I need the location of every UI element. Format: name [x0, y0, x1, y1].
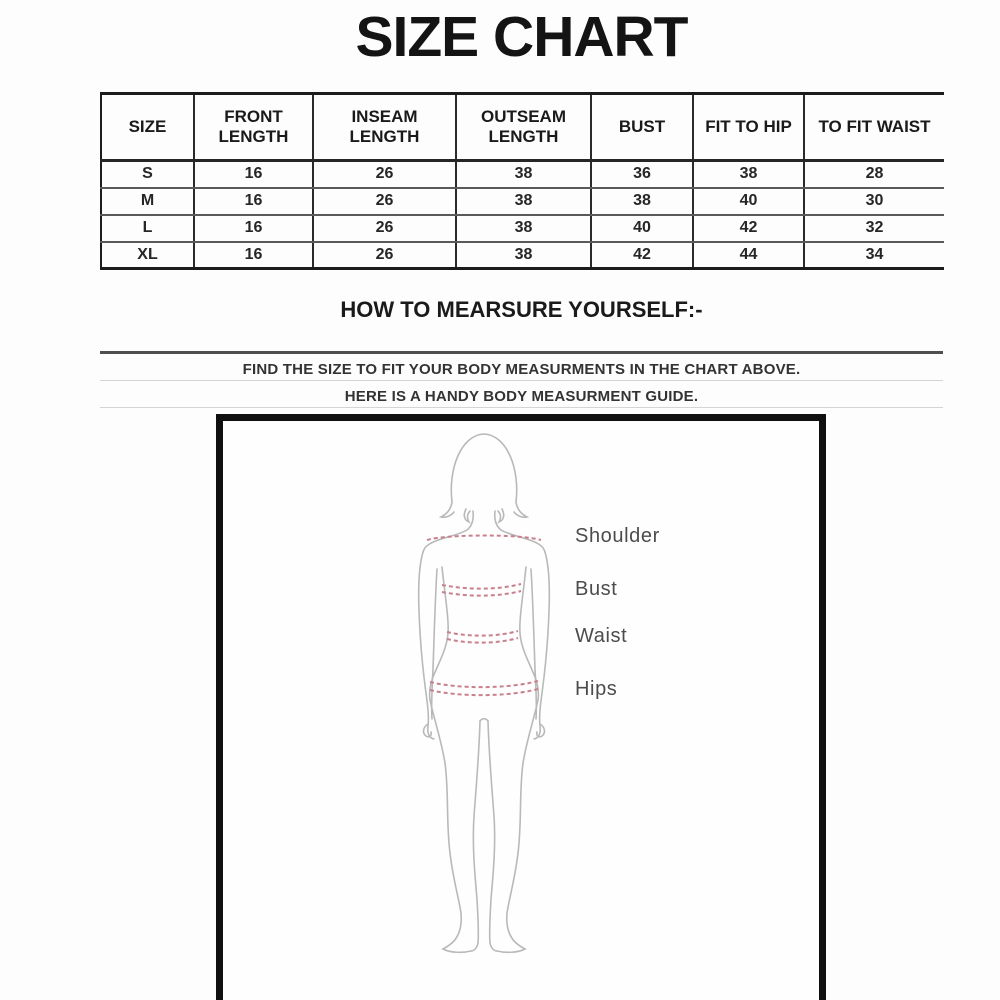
- body-figure-illustration: [223, 421, 819, 1000]
- table-cell: 26: [313, 215, 456, 242]
- table-cell: 40: [693, 188, 804, 215]
- table-cell: 32: [804, 215, 944, 242]
- table-cell: 26: [313, 242, 456, 269]
- table-cell: M: [101, 188, 194, 215]
- column-header: BUST: [591, 94, 693, 161]
- table-cell: 26: [313, 161, 456, 188]
- table-cell: 36: [591, 161, 693, 188]
- table-cell: 42: [693, 215, 804, 242]
- column-header: SIZE: [101, 94, 194, 161]
- measurement-dashed-lines: [427, 536, 541, 696]
- guide-label-shoulder: Shoulder: [575, 525, 660, 547]
- row-divider: [100, 407, 943, 408]
- table-cell: XL: [101, 242, 194, 269]
- table-row: [101, 161, 944, 188]
- page-title: SIZE CHART: [355, 5, 688, 69]
- table-row: [101, 215, 944, 242]
- table-cell: 38: [456, 161, 591, 188]
- column-header: TO FIT WAIST: [804, 94, 944, 161]
- figure-outline: [419, 434, 550, 952]
- table-cell: 42: [591, 242, 693, 269]
- guide-label-hips: Hips: [575, 678, 618, 700]
- table-cell: 38: [456, 215, 591, 242]
- guide-label-waist: Waist: [575, 625, 628, 647]
- measurement-guide-box: [216, 414, 826, 1000]
- column-header: FIT TO HIP: [693, 94, 804, 161]
- table-cell: 16: [194, 188, 313, 215]
- table-header-row: [101, 94, 944, 161]
- table-cell: S: [101, 161, 194, 188]
- table-cell: 38: [456, 188, 591, 215]
- section-divider: [100, 351, 943, 354]
- instruction-line-2: HERE IS A HANDY BODY MEASURMENT GUIDE.: [344, 388, 699, 405]
- column-header: FRONT LENGTH: [194, 94, 313, 161]
- size-chart-table: [100, 92, 944, 270]
- table-cell: 16: [194, 242, 313, 269]
- column-header: OUTSEAM LENGTH: [456, 94, 591, 161]
- table-row: [101, 242, 944, 269]
- table-cell: 28: [804, 161, 944, 188]
- table-cell: 38: [591, 188, 693, 215]
- row-divider: [100, 380, 943, 381]
- guide-label-bust: Bust: [575, 578, 618, 600]
- table-cell: 30: [804, 188, 944, 215]
- column-header: INSEAM LENGTH: [313, 94, 456, 161]
- table-cell: 34: [865, 245, 884, 263]
- table-cell: 16: [194, 161, 313, 188]
- table-cell: 38: [456, 242, 591, 269]
- table-row: [101, 188, 944, 215]
- table-cell: L: [101, 215, 194, 242]
- how-to-measure-heading: HOW TO MEARSURE YOURSELF:-: [340, 297, 703, 322]
- table-cell: 38: [693, 161, 804, 188]
- table-cell: 44: [693, 242, 804, 269]
- table-cell: 40: [591, 215, 693, 242]
- instruction-line-1: FIND THE SIZE TO FIT YOUR BODY MEASURMENTS IN THE CHART ABOVE.: [242, 361, 801, 378]
- table-cell: 16: [194, 215, 313, 242]
- table-cell: 26: [313, 188, 456, 215]
